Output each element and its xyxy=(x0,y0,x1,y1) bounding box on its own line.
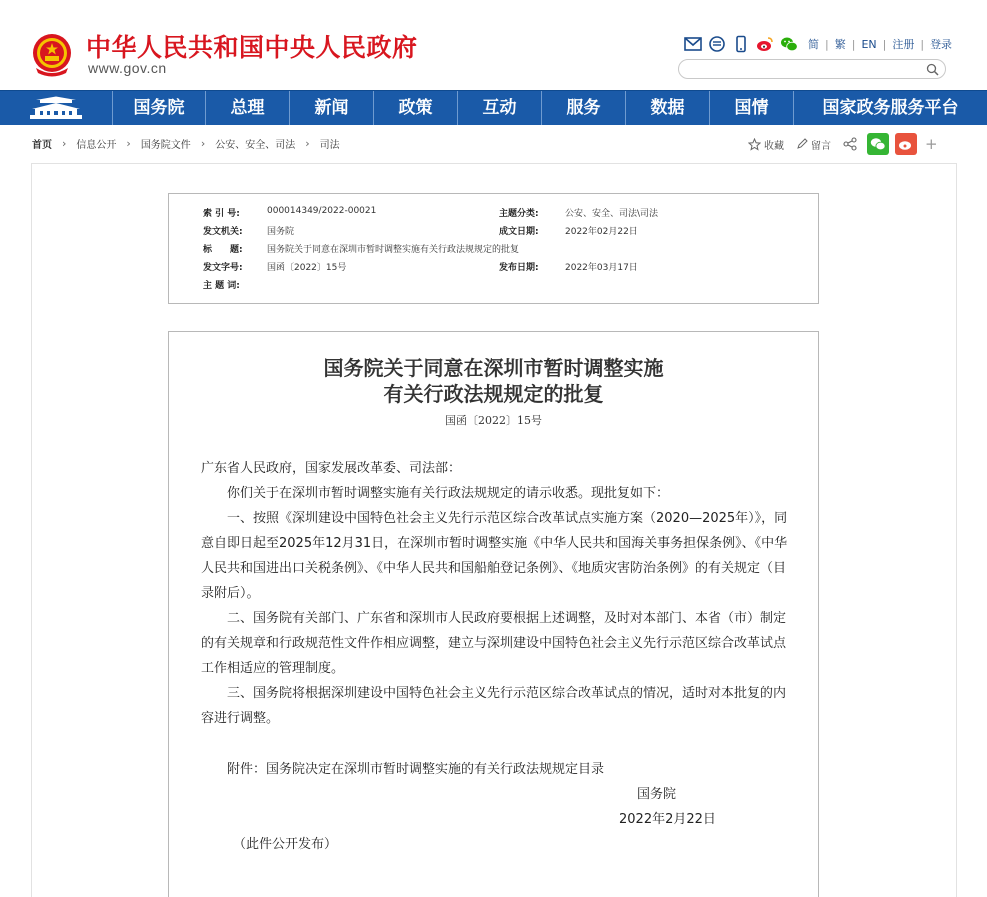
plus-icon[interactable]: + xyxy=(925,135,938,153)
nav-item-policy[interactable]: 政策 xyxy=(373,91,457,125)
breadcrumb-info-disclosure[interactable]: 信息公开 xyxy=(76,140,117,151)
sign-date: 2022年2月22日 xyxy=(619,812,716,827)
simplified-link[interactable]: 简 xyxy=(808,38,819,51)
search-box xyxy=(678,59,946,79)
separator: | xyxy=(851,37,856,51)
separator: | xyxy=(882,37,887,51)
salutation: 广东省人民政府，国家发展改革委、司法部： xyxy=(201,461,462,476)
breadcrumb-judicial[interactable]: 司法 xyxy=(319,140,340,151)
info-row xyxy=(169,242,820,260)
issuer-value: 国务院 xyxy=(267,227,295,237)
weibo-share-button[interactable] xyxy=(895,133,917,155)
keywords-label: 主 题 词: xyxy=(203,281,240,291)
language-links xyxy=(808,36,952,52)
wechat-share-button[interactable] xyxy=(867,133,889,155)
nav-item-national-info[interactable]: 国情 xyxy=(709,91,793,125)
index-value: 000014349/2022-00021 xyxy=(267,206,377,216)
tiananmen-icon xyxy=(26,96,86,120)
register-link[interactable]: 注册 xyxy=(892,38,915,51)
login-link[interactable]: 登录 xyxy=(930,38,953,51)
header-tools xyxy=(684,34,952,54)
info-row xyxy=(169,206,820,224)
nav-item-service[interactable]: 服务 xyxy=(541,91,625,125)
national-emblem-icon[interactable] xyxy=(30,32,74,78)
site-domain: www.gov.cn xyxy=(88,60,167,76)
search-icon[interactable] xyxy=(926,63,939,76)
site-title[interactable]: 中华人民共和国中央人民政府 xyxy=(86,33,418,62)
nav-home[interactable] xyxy=(0,91,112,125)
category-value: 公安、安全、司法\司法 xyxy=(565,209,659,219)
weibo-icon xyxy=(898,137,914,151)
attachment-line: 附件：国务院决定在深圳市暂时调整实施的有关行政法规规定目录 xyxy=(227,762,605,777)
comment-button[interactable] xyxy=(796,137,831,152)
nav-item-gov-service-platform[interactable]: 国家政务服务平台 xyxy=(793,91,987,125)
title-label: 标 题: xyxy=(203,245,243,255)
wechat-icon[interactable] xyxy=(780,35,798,53)
category-label: 主题分类: xyxy=(499,209,539,219)
paragraph-3: 三、国务院将根据深圳建设中国特色社会主义先行示范区综合改革试点的情况，适时对本批复的内容进行调整。 xyxy=(201,686,787,726)
doc-number-value: 国函〔2022〕15号 xyxy=(267,263,347,273)
wechat-icon xyxy=(870,137,886,151)
mail-icon[interactable] xyxy=(684,35,702,53)
article-title-line-2: 有关行政法规规定的批复 xyxy=(383,382,604,406)
chevron-right-icon: › xyxy=(62,137,67,150)
nav-item-data[interactable]: 数据 xyxy=(625,91,709,125)
doc-number-label: 发文字号: xyxy=(203,263,243,273)
publication-note: （此件公开发布） xyxy=(233,837,338,852)
publish-date-label: 发布日期: xyxy=(499,263,539,273)
star-icon xyxy=(748,138,761,151)
breadcrumb xyxy=(32,136,340,151)
pencil-icon xyxy=(796,138,808,150)
mobile-icon[interactable] xyxy=(732,35,750,53)
message-icon[interactable] xyxy=(708,35,726,53)
separator: | xyxy=(920,37,925,51)
article-title xyxy=(0,355,987,407)
chevron-right-icon: › xyxy=(305,137,310,150)
nav-item-news[interactable]: 新闻 xyxy=(289,91,373,125)
share-icon[interactable] xyxy=(843,137,857,151)
chevron-right-icon: › xyxy=(126,137,131,150)
publish-date-value: 2022年03月17日 xyxy=(565,263,638,273)
paragraph-2: 二、国务院有关部门、广东省和深圳市人民政府要根据上述调整，及时对本部门、本省（市）制定的有关规章和行政规范性文件作相应调整，建立与深圳建设中国特色社会主义先行示范区综合改革试点工作相适应的管理制度。 xyxy=(201,611,787,676)
signature: 国务院 xyxy=(637,787,677,802)
main-nav xyxy=(0,90,987,125)
favorite-button[interactable] xyxy=(748,137,784,152)
traditional-link[interactable]: 繁 xyxy=(834,38,846,51)
title-value: 国务院关于同意在深圳市暂时调整实施有关行政法规规定的批复 xyxy=(267,245,520,255)
paragraph-intro: 你们关于在深圳市暂时调整实施有关行政法规规定的请示收悉。现批复如下： xyxy=(227,486,670,501)
nav-item-premier[interactable]: 总理 xyxy=(205,91,289,125)
favorite-label: 收藏 xyxy=(764,140,784,152)
issuer-label: 发文机关: xyxy=(203,227,243,237)
written-date-value: 2022年02月22日 xyxy=(565,227,638,237)
share-bar xyxy=(748,133,938,155)
info-row xyxy=(169,278,820,296)
comment-label: 留言 xyxy=(811,140,831,152)
index-label: 索 引 号: xyxy=(203,209,240,219)
english-link[interactable]: EN xyxy=(861,37,877,51)
breadcrumb-public-security[interactable]: 公安、安全、司法 xyxy=(215,140,296,151)
nav-item-state-council[interactable]: 国务院 xyxy=(112,91,205,125)
article-doc-number: 国函〔2022〕15号 xyxy=(445,414,542,427)
paragraph-1: 一、按照《深圳建设中国特色社会主义先行示范区综合改革试点实施方案（2020—2025年）》，同意自即日起至2025年12月31日，在深圳市暂时调整实施《中华人民共和国海关事务担保条例》、《中华人民共和国进出口关税条例》、《中华人民共和国船舶登记条例》、《地质灾害防治条例》的有关规定（目录附后）。 xyxy=(201,511,788,601)
search-input[interactable] xyxy=(689,63,929,81)
weibo-icon[interactable] xyxy=(756,35,774,53)
separator: | xyxy=(825,37,829,51)
chevron-right-icon: › xyxy=(200,137,206,150)
breadcrumb-home[interactable]: 首页 xyxy=(32,140,52,151)
nav-item-interaction[interactable]: 互动 xyxy=(457,91,541,125)
info-row xyxy=(169,224,820,242)
site-header xyxy=(0,0,987,90)
document-info-table xyxy=(168,193,819,304)
article-title-line-1: 国务院关于同意在深圳市暂时调整实施 xyxy=(323,356,664,380)
breadcrumb-state-council-docs[interactable]: 国务院文件 xyxy=(140,140,191,151)
written-date-label: 成文日期: xyxy=(499,227,539,237)
info-row xyxy=(169,260,820,278)
